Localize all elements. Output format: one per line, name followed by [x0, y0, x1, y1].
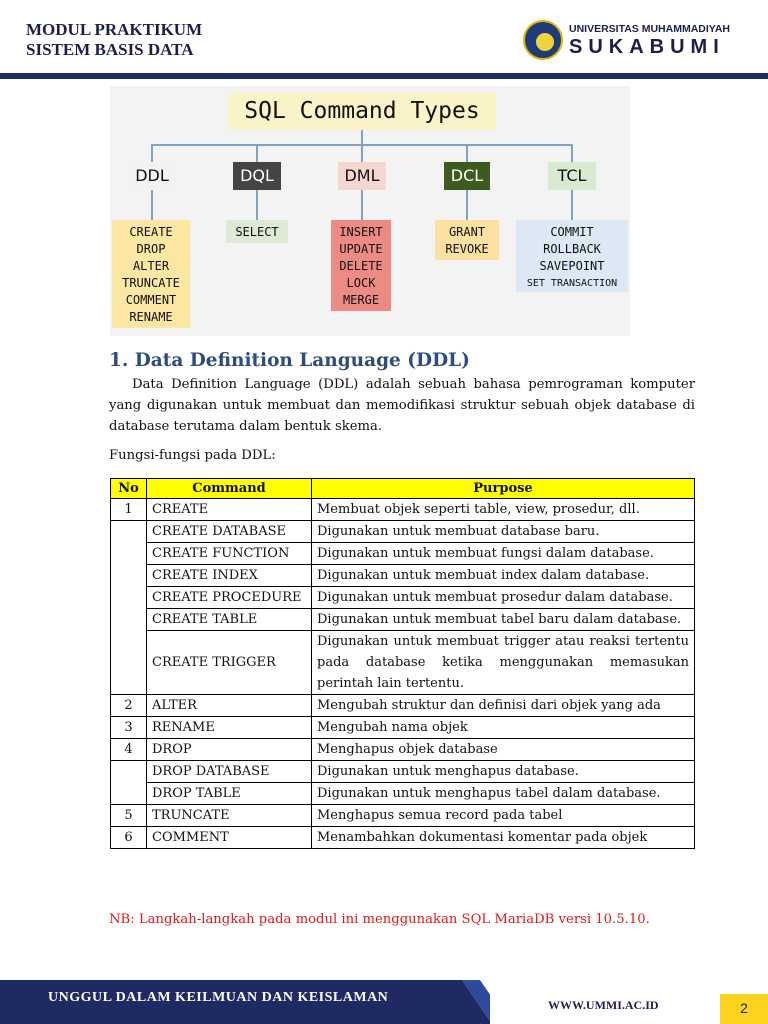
row-command: ALTER — [147, 695, 312, 717]
row-number: 5 — [111, 805, 147, 827]
module-title-line2: SISTEM BASIS DATA — [26, 40, 194, 59]
diagram-title: SQL Command Types — [228, 93, 496, 130]
table-row — [111, 587, 695, 609]
connector-dcl-cmds — [466, 190, 468, 220]
ddl-command: DROP — [136, 242, 166, 256]
table-row — [111, 717, 695, 739]
page-header — [0, 0, 768, 78]
ddl-command: TRUNCATE — [122, 276, 180, 290]
ddl-functions-table — [110, 478, 695, 849]
footer-website-link[interactable]: WWW.UMMI.AC.ID — [548, 998, 659, 1012]
row-purpose: Digunakan untuk membuat index dalam database. — [312, 565, 695, 587]
row-command: CREATE — [147, 499, 312, 521]
category-dql: DQL — [233, 162, 281, 190]
dml-command: UPDATE — [339, 242, 383, 256]
dml-command: DELETE — [339, 259, 383, 273]
table-header-row — [111, 479, 695, 499]
category-dml: DML — [338, 162, 386, 190]
university-name-line2: SUKABUMI — [569, 36, 725, 58]
dml-command: LOCK — [346, 276, 376, 290]
row-purpose: Digunakan untuk membuat tabel baru dalam database. — [312, 609, 695, 631]
ddl-commands — [112, 220, 190, 328]
column-header-purpose: Purpose — [312, 479, 695, 499]
dcl-command: GRANT — [448, 225, 486, 239]
dql-command: SELECT — [235, 225, 279, 239]
table-row — [111, 543, 695, 565]
row-command: DROP — [147, 739, 312, 761]
row-command: CREATE FUNCTION — [147, 543, 312, 565]
table-row — [111, 631, 695, 695]
section-title: 1. Data Definition Language (DDL) — [109, 350, 470, 371]
table-row — [111, 521, 695, 543]
footer-motto: UNGGUL DALAM KEILMUAN DAN KEISLAMAN — [48, 990, 389, 1005]
connector-ddl-cmds — [151, 190, 153, 220]
row-number: 6 — [111, 827, 147, 849]
page-number: 2 — [740, 1000, 748, 1016]
university-logo-icon — [523, 20, 563, 60]
connector-ddl — [151, 144, 153, 162]
row-command: COMMENT — [147, 827, 312, 849]
table-row — [111, 565, 695, 587]
table-row — [111, 499, 695, 521]
row-purpose: Menghapus objek database — [312, 739, 695, 761]
module-title-line1: MODUL PRAKTIKUM — [26, 20, 203, 39]
row-command: TRUNCATE — [147, 805, 312, 827]
table-row — [111, 783, 695, 805]
row-command: DROP TABLE — [147, 783, 312, 805]
dcl-commands — [435, 220, 499, 260]
dml-command: INSERT — [339, 225, 383, 239]
category-ddl: DDL — [128, 162, 176, 190]
row-purpose: Membuat objek seperti table, view, prosedur, dll. — [312, 499, 695, 521]
row-purpose: Digunakan untuk menghapus database. — [312, 761, 695, 783]
column-header-command: Command — [147, 479, 312, 499]
ddl-command: CREATE — [129, 225, 173, 239]
dcl-command: REVOKE — [445, 242, 489, 256]
connector-tcl — [571, 144, 573, 162]
fungsi-label: Fungsi-fungsi pada DDL: — [109, 448, 276, 463]
row-purpose: Digunakan untuk membuat fungsi dalam database. — [312, 543, 695, 565]
tcl-command: SET TRANSACTION — [526, 278, 618, 289]
category-dcl: DCL — [444, 162, 490, 190]
tcl-command: ROLLBACK — [543, 242, 601, 256]
row-purpose: Menambahkan dokumentasi komentar pada objek — [312, 827, 695, 849]
row-command: CREATE INDEX — [147, 565, 312, 587]
table-row — [111, 609, 695, 631]
ddl-command: ALTER — [132, 259, 170, 273]
connector-dql — [256, 144, 258, 162]
connector-dcl — [466, 144, 468, 162]
table-row — [111, 827, 695, 849]
row-purpose: Digunakan untuk membuat prosedur dalam database. — [312, 587, 695, 609]
table-row — [111, 761, 695, 783]
table-row — [111, 739, 695, 761]
table-row — [111, 805, 695, 827]
row-command: RENAME — [147, 717, 312, 739]
paragraph-text: Data Definition Language (DDL) adalah sebuah bahasa pemrograman komputer yang digunakan untuk membuat dan memodifikasi struktur sebuah objek database di database terutama dalam bentuk skema. — [109, 377, 695, 434]
row-command: CREATE DATABASE — [147, 521, 312, 543]
row-purpose: Menghapus semua record pada tabel — [312, 805, 695, 827]
row-purpose: Digunakan untuk membuat trigger atau reaksi tertentu pada database ketika menggunakan memasukan perintah lain tertentu. — [312, 631, 695, 695]
connector-dml — [361, 144, 363, 162]
dml-command: MERGE — [342, 293, 380, 307]
row-purpose: Digunakan untuk menghapus tabel dalam database. — [312, 783, 695, 805]
ddl-command: RENAME — [129, 310, 173, 324]
row-number: 2 — [111, 695, 147, 717]
table-row — [111, 695, 695, 717]
row-command: DROP DATABASE — [147, 761, 312, 783]
section-paragraph — [109, 374, 695, 437]
row-purpose: Mengubah nama objek — [312, 717, 695, 739]
connector-trunk — [361, 130, 363, 144]
module-title — [26, 20, 202, 60]
dml-commands — [331, 220, 391, 311]
row-command: CREATE TRIGGER — [147, 631, 312, 695]
tcl-command: SAVEPOINT — [539, 259, 605, 273]
connector-dml-cmds — [361, 190, 363, 220]
category-tcl: TCL — [548, 162, 596, 190]
row-purpose: Mengubah struktur dan definisi dari objek yang ada — [312, 695, 695, 717]
connector-dql-cmds — [256, 190, 258, 220]
tcl-commands — [516, 220, 628, 292]
row-command: CREATE TABLE — [147, 609, 312, 631]
column-header-no: No — [111, 479, 147, 499]
row-purpose: Digunakan untuk membuat database baru. — [312, 521, 695, 543]
connector-tcl-cmds — [571, 190, 573, 220]
row-number: 3 — [111, 717, 147, 739]
sql-command-types-diagram — [110, 86, 630, 336]
row-command: CREATE PROCEDURE — [147, 587, 312, 609]
university-name-line1: UNIVERSITAS MUHAMMADIYAH — [569, 23, 731, 35]
row-number: 1 — [111, 499, 147, 521]
row-number: 4 — [111, 739, 147, 761]
ddl-command: COMMENT — [125, 293, 177, 307]
header-divider — [0, 73, 768, 79]
dql-commands — [226, 220, 288, 243]
row-number — [111, 761, 147, 805]
row-number — [111, 521, 147, 695]
note-text: NB: Langkah-langkah pada modul ini menggunakan SQL MariaDB versi 10.5.10. — [109, 912, 650, 927]
tcl-command: COMMIT — [550, 225, 594, 239]
